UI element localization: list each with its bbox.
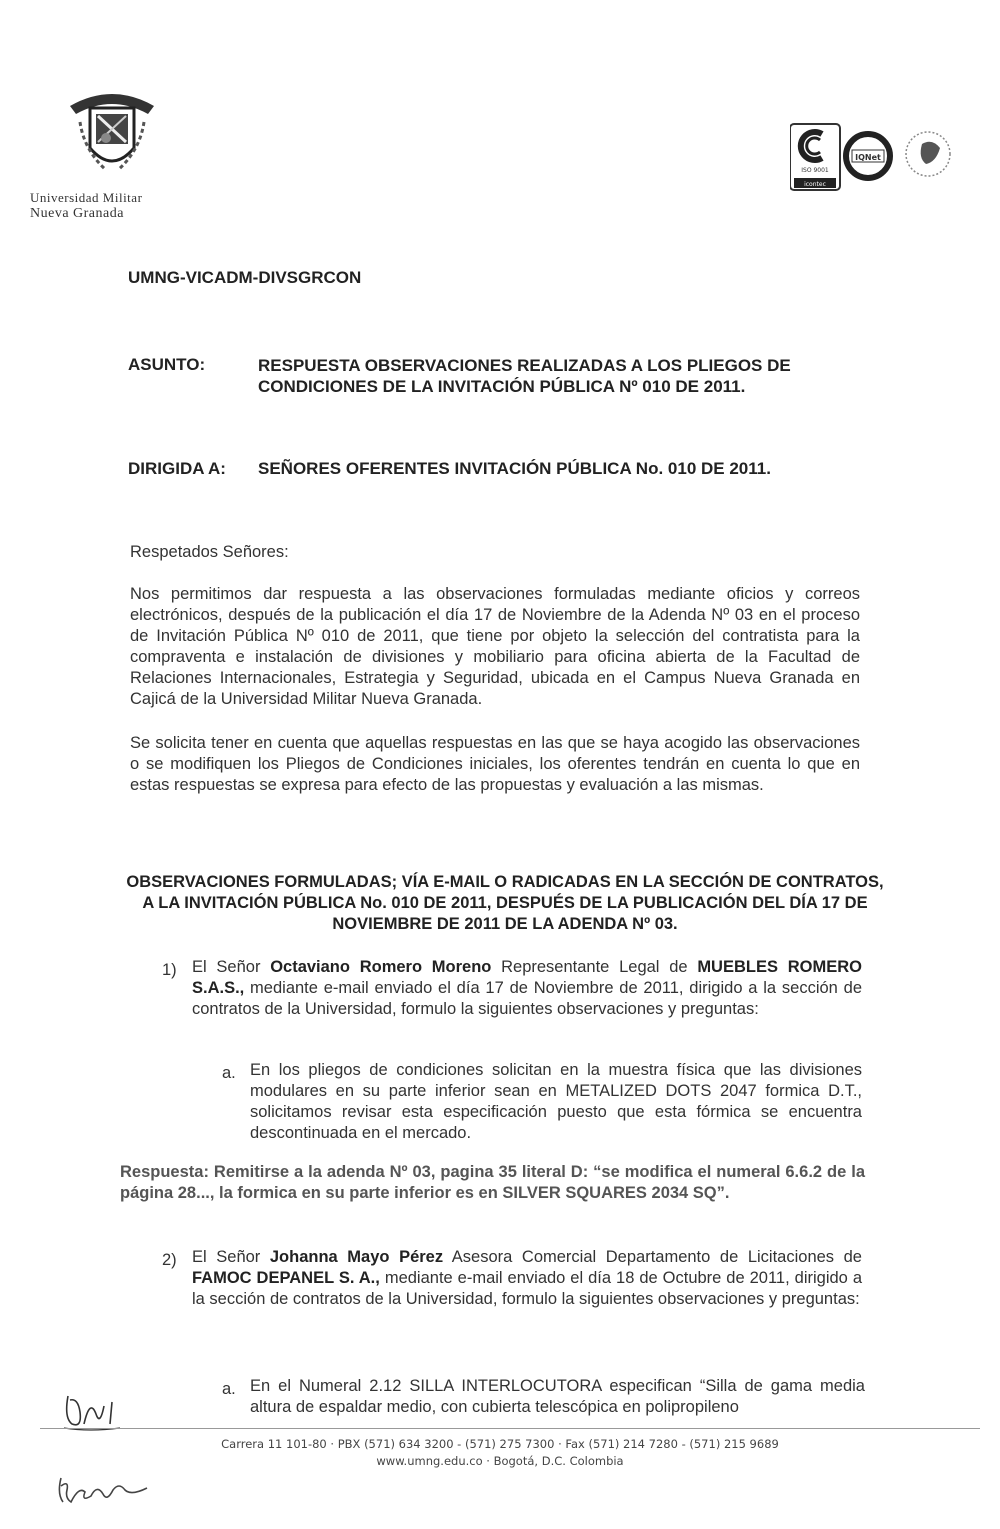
footer-website: www.umng.edu.co · Bogotá, D.C. Colombia bbox=[376, 1454, 624, 1468]
document-reference-code: UMNG-VICADM-DIVSGRCON bbox=[128, 268, 362, 287]
dirigida-label: DIRIGIDA A: bbox=[128, 459, 226, 478]
footer-address: Carrera 11 101-80 · PBX (571) 634 3200 - (571) 275 7300 · Fax (571) 214 7280 - (571) 215 9689 bbox=[221, 1437, 779, 1451]
asunto-label: ASUNTO: bbox=[128, 355, 206, 374]
company-name: MUEBLES ROMERO S.A.S., bbox=[192, 958, 862, 997]
item-number: 1) bbox=[162, 961, 177, 979]
university-name-line2: Nueva Granada bbox=[30, 206, 124, 221]
sender-name: Octaviano Romero Moreno bbox=[270, 958, 492, 976]
company-name: FAMOC DEPANEL S. A., bbox=[192, 1269, 380, 1287]
asunto-text: RESPUESTA OBSERVACIONES REALIZADAS A LOS PLIEGOS DE CONDICIONES DE LA INVITACIÓN PÚBLICA Nº 010 DE 2011. bbox=[258, 356, 791, 396]
observations-heading: OBSERVACIONES FORMULADAS; VÍA E-MAIL O RADICADAS EN LA SECCIÓN DE CONTRATOS, A LA INVITACIÓN PÚBLICA No. 010 DE 2011, DESPUÉS DE LA PUBLICACIÓN DEL DÍA 17 DE NOVIEMBRE DE 2011 DE LA ADENDA Nº 03. bbox=[126, 873, 884, 933]
university-logo bbox=[30, 72, 170, 227]
dirigida-text: SEÑORES OFERENTES INVITACIÓN PÚBLICA No. 010 DE 2011. bbox=[258, 459, 771, 478]
greeting: Respetados Señores: bbox=[130, 543, 289, 561]
sub-item-text: En el Numeral 2.12 SILLA INTERLOCUTORA especifican “Silla de gama media altura de espaldar medio, con cubierta telescópica en polipropileno bbox=[250, 1377, 865, 1416]
university-name-line1: Universidad Militar bbox=[30, 190, 143, 205]
item-text: El Señor bbox=[192, 958, 271, 976]
response-text: Respuesta: Remitirse a la adenda Nº 03, pagina 35 literal D: “se modifica el numeral 6.6.2 de la página 28..., la formica en su parte inferior es en SILVER SQUARES 2034 SQ”. bbox=[120, 1163, 865, 1202]
sub-item-letter: a. bbox=[222, 1380, 236, 1398]
observation-item bbox=[192, 957, 862, 1020]
cert-iqnet-label: IQNet bbox=[855, 153, 881, 162]
certification-logos-icon bbox=[790, 118, 965, 203]
item-text: mediante e-mail enviado el día 17 de Noviembre de 2011, dirigido a la sección de contratos de la Universidad, formulo la siguientes observaciones y preguntas: bbox=[192, 979, 862, 1018]
item-text: mediante e-mail enviado el día 18 de Octubre de 2011, dirigido a la sección de contratos de la Universidad, formulo la siguientes observaciones y preguntas: bbox=[192, 1269, 862, 1308]
handwritten-signature-icon bbox=[55, 1472, 155, 1512]
certification-seals bbox=[790, 118, 965, 203]
item-text: Asesora Comercial Departamento de Licitaciones de bbox=[443, 1248, 862, 1266]
sender-name: Johanna Mayo Pérez bbox=[269, 1248, 444, 1266]
university-crest-icon bbox=[62, 78, 162, 188]
observation-item bbox=[192, 1247, 862, 1310]
footer-divider bbox=[40, 1428, 980, 1429]
item-text: El Señor bbox=[192, 1248, 270, 1266]
item-text: Representante Legal de bbox=[491, 958, 698, 976]
cert-icontec-label: icontec bbox=[804, 181, 826, 188]
item-number: 2) bbox=[162, 1251, 177, 1269]
sub-item-text: En los pliegos de condiciones solicitan en la muestra física que las divisiones modulares en su parte inferior sean en METALIZED DOTS 2047 formica D.T., solicitamos revisar esta especificación puesto que esta fórmica se encuentra descontinuada en el mercado. bbox=[250, 1061, 862, 1142]
handwritten-initials-icon bbox=[60, 1388, 130, 1433]
notice-paragraph: Se solicita tener en cuenta que aquellas respuestas en las que se haya acogido las observaciones o se modifiquen los Pliegos de Condiciones iniciales, los oferentes tendrán en cuenta lo que en estas respuestas se expresa para efecto de las propuestas y evaluación a las mismas. bbox=[130, 734, 860, 794]
sub-item-letter: a. bbox=[222, 1064, 236, 1082]
cert-iso-label: ISO 9001 bbox=[801, 167, 829, 174]
intro-paragraph: Nos permitimos dar respuesta a las observaciones formuladas mediante oficios y correos electrónicos, después de la publicación el día 17 de Noviembre de la Adenda Nº 03 en el proceso de Invitación Pública Nº 010 de 2011, que tiene por objeto la selección del contratista para la compraventa e instalación de divisiones y mobiliario para oficina abierta de la Facultad de Relaciones Internacionales, Estrategia y Seguridad, ubicada en el Campus Nueva Granada en Cajicá de la Universidad Militar Nueva Granada. bbox=[130, 585, 860, 708]
